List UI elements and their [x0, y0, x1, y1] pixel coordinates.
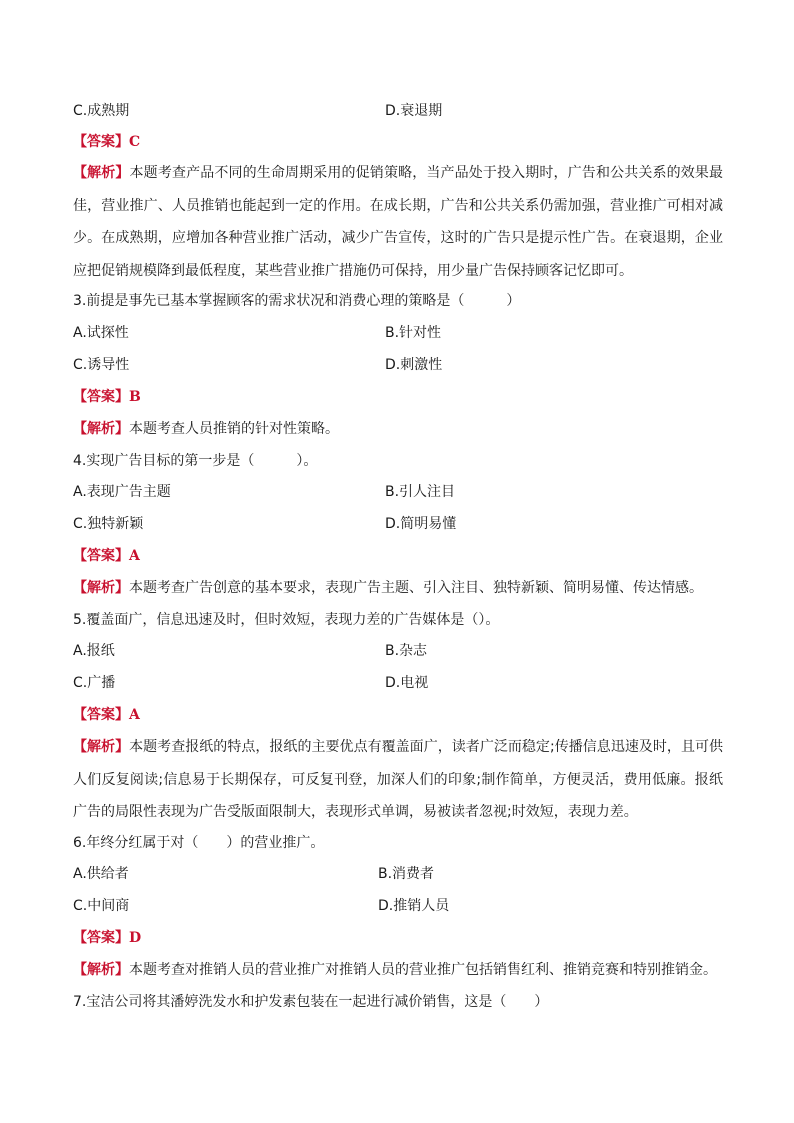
q6-question: 6.年终分红属于对（ ）的营业推广。 [73, 835, 325, 851]
answer-letter: A [129, 707, 140, 723]
q6-analysis [73, 960, 717, 980]
analysis-text: 本题考查报纸的特点，报纸的主要优点有覆盖面广，读者广泛而稳定;传播信息迅速及时，且可供人们反复阅读;信息易于长期保存，可反复刊登，加深人们的印象;制作简单，方便灵活，费用低廉。报纸广告的局限性表现为广告受版面限制大，表现形式单调，易被读者忽视;时效短，表现力差。 [73, 739, 724, 820]
analysis-text: 本题考查广告创意的基本要求，表现广告主题、引入注目、独特新颖、简明易懂、传达情感。 [129, 580, 703, 596]
q6-option-d: D.推销人员 [378, 898, 450, 914]
q3-option-a: A.试探性 [73, 325, 129, 341]
q5-analysis [73, 731, 723, 829]
q7-question: 7.宝洁公司将其潘婷洗发水和护发素包装在一起进行减价销售，这是（ ） [73, 994, 549, 1010]
analysis-label: 【解析】 [73, 962, 129, 978]
q6-answer [73, 928, 141, 948]
q3-option-c: C.诱导性 [73, 357, 130, 373]
answer-letter: A [129, 548, 140, 564]
q4-analysis [73, 578, 703, 598]
q4-option-d: D.简明易懂 [385, 516, 457, 532]
q5-option-d: D.电视 [385, 675, 429, 691]
q5-option-b: B.杂志 [385, 643, 428, 659]
q2-analysis [73, 157, 723, 287]
q4-answer [73, 546, 140, 566]
answer-letter: C [129, 134, 141, 150]
q5-answer [73, 705, 140, 725]
answer-label: 【答案】 [73, 134, 129, 150]
answer-label: 【答案】 [73, 389, 129, 405]
q5-option-c: C.广播 [73, 675, 116, 691]
analysis-label: 【解析】 [73, 421, 129, 437]
q4-option-b: B.引人注目 [385, 484, 456, 500]
analysis-label: 【解析】 [73, 580, 129, 596]
q4-option-a: A.表现广告主题 [73, 484, 171, 500]
q3-analysis [73, 419, 339, 439]
q3-answer [73, 387, 141, 407]
analysis-label: 【解析】 [73, 165, 130, 181]
q6-option-c: C.中间商 [73, 898, 130, 914]
answer-label: 【答案】 [73, 707, 129, 723]
q3-option-d: D.刺激性 [385, 357, 443, 373]
answer-label: 【答案】 [73, 548, 129, 564]
q3-question: 3.前提是事先已基本掌握顾客的需求状况和消费心理的策略是（ ） [73, 293, 521, 309]
q6-option-a: A.供给者 [73, 866, 129, 882]
analysis-label: 【解析】 [73, 739, 130, 755]
q4-option-c: C.独特新颖 [73, 516, 144, 532]
q2-option-d: D.衰退期 [385, 103, 443, 119]
answer-label: 【答案】 [73, 930, 129, 946]
analysis-text: 本题考查人员推销的针对性策略。 [129, 421, 339, 437]
q2-answer [73, 132, 140, 152]
q2-option-c: C.成熟期 [73, 103, 130, 119]
q5-option-a: A.报纸 [73, 643, 115, 659]
q5-question: 5.覆盖面广，信息迅速及时，但时效短，表现力差的广告媒体是（）。 [73, 612, 500, 628]
answer-letter: B [129, 389, 141, 405]
answer-letter: D [129, 930, 142, 946]
q3-option-b: B.针对性 [385, 325, 442, 341]
q4-question: 4.实现广告目标的第一步是（ ）。 [73, 453, 318, 469]
analysis-text: 本题考查对推销人员的营业推广对推销人员的营业推广包括销售红利、推销竞赛和特别推销金。 [129, 962, 717, 978]
analysis-text: 本题考查产品不同的生命周期采用的促销策略，当产品处于投入期时，广告和公共关系的效果最佳，营业推广、人员推销也能起到一定的作用。在成长期，广告和公共关系仍需加强，营业推广可相对减少。在成熟期，应增加各种营业推广活动，减少广告宣传，这时的广告只是提示性广告。在衰退期，企业应把促销规模降到最低程度，某些营业推广措施仍可保持，用少量广告保持顾客记忆即可。 [73, 165, 724, 279]
q6-option-b: B.消费者 [378, 866, 435, 882]
